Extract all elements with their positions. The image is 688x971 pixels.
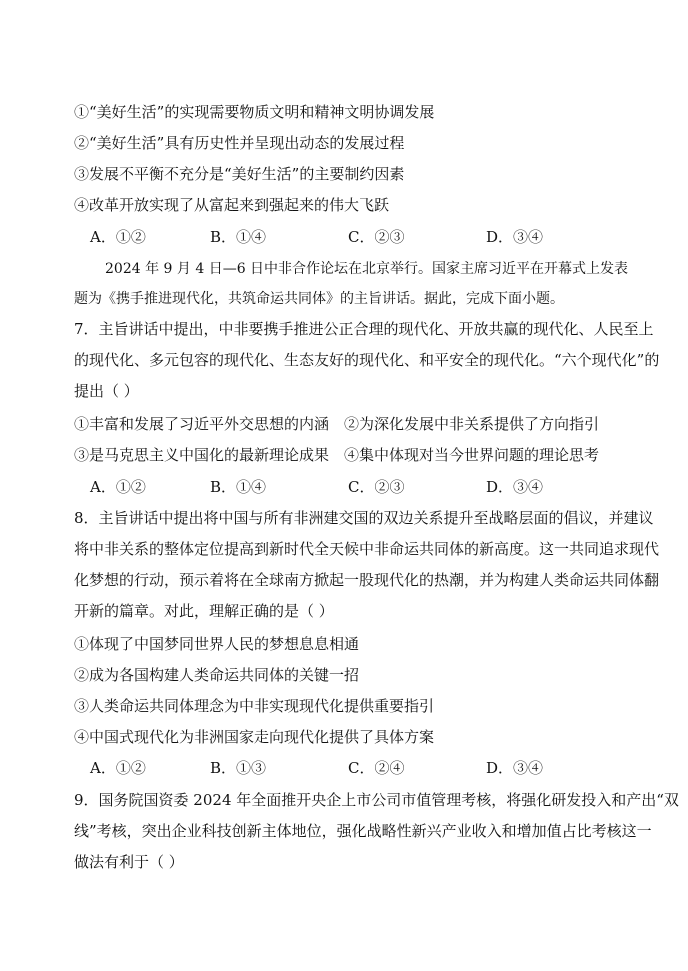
q7-option-d: D．③④ [486, 478, 544, 496]
q8-item-1: ①体现了中国梦同世界人民的梦想息息相通 [74, 635, 360, 653]
q7-stem-2: 的现代化、多元包容的现代化、生态友好的现代化、和平安全的现代化。“六个现代化”的 [74, 351, 660, 369]
q7-item-4: ④集中体现对当今世界问题的理论思考 [344, 446, 600, 464]
q7-option-a: A．①② [90, 478, 146, 496]
material-line-2: 题为《携手推进现代化，共筑命运共同体》的主旨讲话。据此，完成下面小题。 [74, 291, 564, 307]
q8-stem-1: 8．主旨讲话中提出将中国与所有非洲建交国的双边关系提升至战略层面的倡议，并建议 [74, 509, 654, 527]
q8-item-3: ③人类命运共同体理念为中非实现现代化提供重要指引 [74, 697, 435, 715]
q6-item-2: ②“美好生活”具有历史性并呈现出动态的发展过程 [74, 134, 405, 152]
q7-stem-1: 7．主旨讲话中提出，中非要携手推进公正合理的现代化、开放共赢的现代化、人民至上 [74, 320, 654, 338]
q8-option-b: B．①③ [210, 759, 267, 777]
q7-stem-3: 提出（ ） [74, 382, 139, 400]
q8-option-a: A．①② [90, 759, 146, 777]
q7-items-row-1 [74, 413, 600, 435]
q6-item-4: ④改革开放实现了从富起来到强起来的伟大飞跃 [74, 196, 390, 214]
q6-item-1: ①“美好生活”的实现需要物质文明和精神文明协调发展 [74, 103, 435, 121]
q8-option-d: D．③④ [486, 759, 544, 777]
q7-option-c: C．②③ [348, 478, 405, 496]
q7-item-3: ③是马克思主义中国化的最新理论成果 [74, 446, 330, 464]
q8-option-c: C．②④ [348, 759, 405, 777]
q7-item-1: ①丰富和发展了习近平外交思想的内涵 [74, 415, 330, 433]
q6-option-b: B．①④ [210, 228, 267, 246]
q9-stem-3: 做法有利于（ ） [74, 853, 184, 871]
q6-option-d: D．③④ [486, 228, 544, 246]
q8-item-4: ④中国式现代化为非洲国家走向现代化提供了具体方案 [74, 728, 435, 746]
q8-stem-3: 化梦想的行动，预示着将在全球南方掀起一股现代化的热潮，并为构建人类命运共同体翻 [74, 571, 660, 589]
q6-option-c: C．②③ [348, 228, 405, 246]
material-line-1: 2024 年 9 月 4 日—6 日中非合作论坛在北京举行。国家主席习近平在开幕式上发表 [105, 261, 629, 277]
q9-stem-2: 线”考核，突出企业科技创新主体地位，强化战略性新兴产业收入和增加值占比考核这一 [74, 822, 652, 840]
q8-item-2: ②成为各国构建人类命运共同体的关键一招 [74, 666, 360, 684]
q7-item-2: ②为深化发展中非关系提供了方向指引 [344, 415, 600, 433]
q8-stem-2: 将中非关系的整体定位提高到新时代全天候中非命运共同体的新高度。这一共同追求现代 [74, 540, 660, 558]
q7-option-b: B．①④ [210, 478, 267, 496]
q8-stem-4: 开新的篇章。对此，理解正确的是（ ） [74, 602, 334, 620]
q6-option-a: A．①② [90, 228, 146, 246]
q7-items-row-2 [74, 444, 600, 466]
q9-stem-1: 9．国务院国资委 2024 年全面推开央企上市公司市值管理考核，将强化研发投入和产出“双 [74, 791, 679, 809]
q6-item-3: ③发展不平衡不充分是“美好生活”的主要制约因素 [74, 165, 405, 183]
